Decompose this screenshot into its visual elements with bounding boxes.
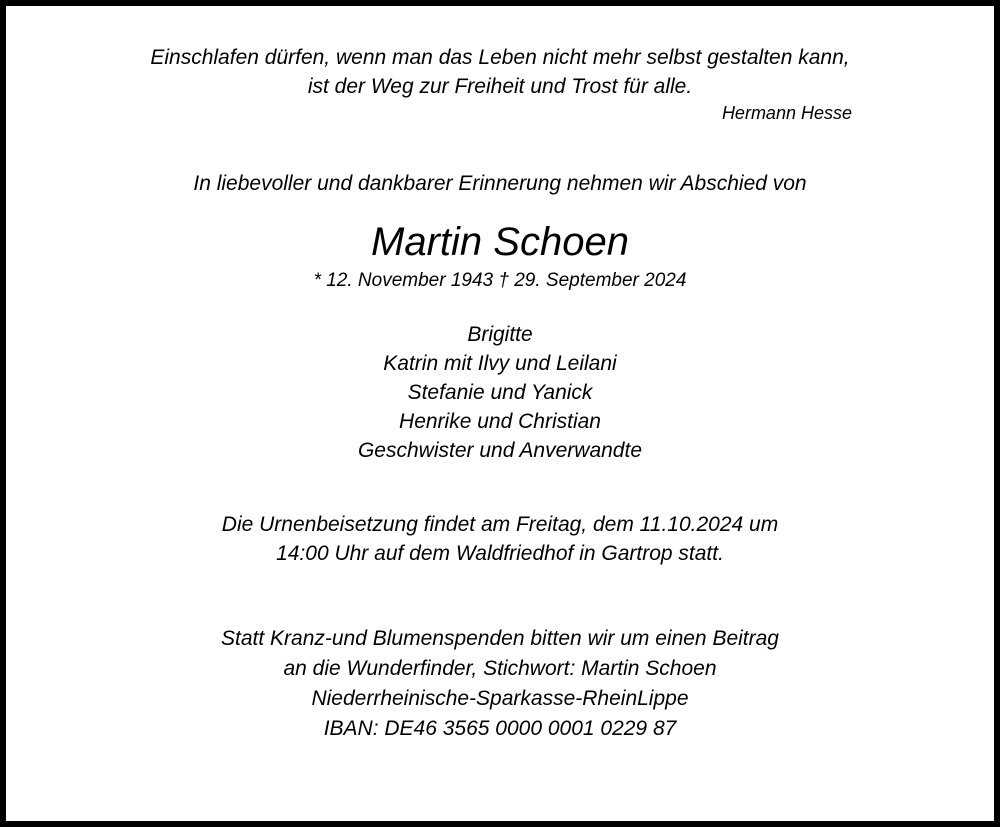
intro-text: In liebevoller und dankbarer Erinnerung nehmen wir Abschied von <box>193 172 807 195</box>
quote-line-1: Einschlafen dürfen, wenn man das Leben nicht mehr selbst gestalten kann, <box>150 46 850 69</box>
quote-line-2: ist der Weg zur Freiheit und Trost für alle. <box>307 75 693 98</box>
donation-bank: Niederrheinische-Sparkasse-RheinLippe <box>311 687 689 710</box>
deceased-name: Martin Schoen <box>371 220 629 264</box>
family-member-4: Henrike und Christian <box>399 410 601 433</box>
quote-author: Hermann Hesse <box>721 103 852 123</box>
family-member-2: Katrin mit Ilvy und Leilani <box>383 352 617 375</box>
family-member-5: Geschwister und Anverwandte <box>357 439 643 462</box>
family-member-3: Stefanie und Yanick <box>407 381 593 404</box>
donation-line-2: an die Wunderfinder, Stichwort: Martin Schoen <box>283 657 717 680</box>
family-member-1: Brigitte <box>467 323 533 346</box>
ceremony-line-2: 14:00 Uhr auf dem Waldfriedhof in Gartrop statt. <box>276 542 724 565</box>
donation-line-1: Statt Kranz-und Blumenspenden bitten wir um einen Beitrag <box>221 627 779 650</box>
life-dates: * 12. November 1943 † 29. September 2024 <box>313 270 687 291</box>
donation-iban: IBAN: DE46 3565 0000 0001 0229 87 <box>323 717 677 740</box>
ceremony-line-1: Die Urnenbeisetzung findet am Freitag, dem 11.10.2024 um <box>221 513 779 536</box>
